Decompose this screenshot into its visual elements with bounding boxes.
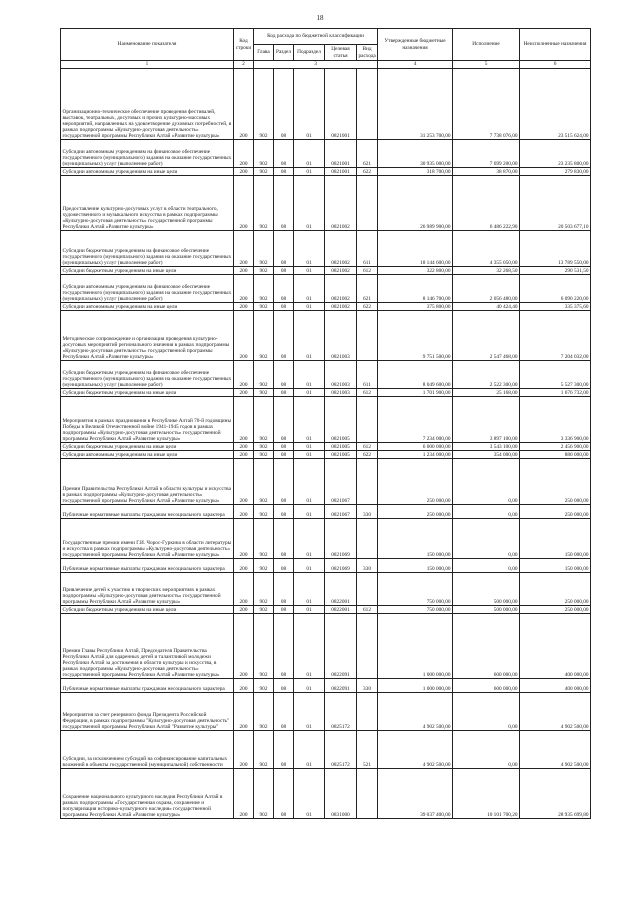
- row-razdel: 08: [274, 140, 294, 168]
- row-glava: 902: [254, 168, 274, 176]
- row-glava: 902: [254, 140, 274, 168]
- row-unexecuted: 400 000,00: [520, 614, 591, 679]
- row-executed: 3 543 100,00: [453, 443, 520, 451]
- row-csr: 0822001: [325, 606, 357, 614]
- row-glava: 902: [254, 693, 274, 731]
- row-line-code: 200: [234, 769, 254, 819]
- row-approved: 39 037 400,00: [378, 769, 453, 819]
- row-executed: 600 000,00: [453, 614, 520, 679]
- row-line-code: 200: [234, 176, 254, 231]
- row-vr: [357, 311, 378, 361]
- row-podrazdel: 01: [294, 140, 325, 168]
- row-vr: 622: [357, 168, 378, 176]
- table-row: [61, 389, 591, 397]
- row-name: Субсидии автономным учреждениям на иные цели: [61, 451, 234, 459]
- row-line-code: 200: [234, 389, 254, 397]
- row-executed: 0,00: [453, 519, 520, 559]
- row-podrazdel: 01: [294, 168, 325, 176]
- row-razdel: 08: [274, 679, 294, 693]
- row-executed: 10 101 700,20: [453, 769, 520, 819]
- row-unexecuted: 28 935 699,80: [520, 769, 591, 819]
- row-podrazdel: 01: [294, 311, 325, 361]
- row-line-code: 200: [234, 361, 254, 389]
- row-csr: 0821001: [325, 140, 357, 168]
- row-line-code: 200: [234, 311, 254, 361]
- row-approved: 1 701 900,00: [378, 389, 453, 397]
- row-razdel: 08: [274, 361, 294, 389]
- row-unexecuted: 150 000,00: [520, 559, 591, 573]
- row-razdel: 08: [274, 451, 294, 459]
- table-row: [61, 679, 591, 693]
- row-name: Субсидии бюджетным учреждениям на иные цели: [61, 606, 234, 614]
- row-name: Субсидии автономным учреждениям на финансовое обеспечение государственного (муниципального) задания на оказание государственных (муниципальных) услуг (выполнение работ): [61, 140, 234, 168]
- row-glava: 902: [254, 573, 274, 606]
- row-line-code: 200: [234, 267, 254, 275]
- row-approved: 1 000 000,00: [378, 614, 453, 679]
- table-row: [61, 573, 591, 606]
- row-name: Премии Главы Республики Алтай, Председателя Правительства Республики Алтай для одаренных детей и талантливой молодежи Республики Алтай за достижения в области культуры и искусства, в рамках подпрограммы «Культурно-досуговая деятельность» государственной программы Республики Алтай «Развитие культуры»: [61, 614, 234, 679]
- row-csr: 0821003: [325, 389, 357, 397]
- row-podrazdel: 01: [294, 389, 325, 397]
- row-name: Организационно-техническое обеспечение проведения фестивалей, выставок, театральных, досуговых и прочих культурно-массовых мероприятий, направленных на удовлетворение духовных потребностей, в рамках подпрограммы «Культурно-досуговая деятельность» государственной программы Республики Алтай «Развитие культуры»: [61, 69, 234, 140]
- row-podrazdel: 01: [294, 519, 325, 559]
- row-glava: 902: [254, 311, 274, 361]
- row-unexecuted: 2 456 900,00: [520, 443, 591, 451]
- row-podrazdel: 01: [294, 451, 325, 459]
- header-executed: Исполнение: [453, 29, 520, 61]
- row-vr: [357, 519, 378, 559]
- header-glava: Глава: [254, 45, 274, 61]
- row-executed: 0,00: [453, 731, 520, 769]
- row-approved: 8 049 600,00: [378, 361, 453, 389]
- row-unexecuted: 23 235 800,00: [520, 140, 591, 168]
- row-approved: 150 000,00: [378, 559, 453, 573]
- row-approved: 750 000,00: [378, 606, 453, 614]
- row-executed: 6 486 222,90: [453, 176, 520, 231]
- row-name: Субсидии автономным учреждениям на финансовое обеспечение государственного (муниципального) задания на оказание государственных (муниципальных) услуг (выполнение работ): [61, 275, 234, 303]
- row-podrazdel: 01: [294, 459, 325, 505]
- header-razdel: Раздел: [274, 45, 294, 61]
- row-razdel: 08: [274, 267, 294, 275]
- row-csr: 0825172: [325, 693, 357, 731]
- row-razdel: 08: [274, 176, 294, 231]
- row-executed: 2 522 300,00: [453, 361, 520, 389]
- row-razdel: 08: [274, 231, 294, 267]
- row-vr: 612: [357, 443, 378, 451]
- row-podrazdel: 01: [294, 176, 325, 231]
- row-name: Мероприятия в рамках празднования в Республике Алтай 70-й годовщины Победы в Великой Отечественной войне 1941-1945 годов в рамках подпрограммы «Культурно-досуговая деятельность» государственной программы Республики Алтай «Развитие культуры»: [61, 397, 234, 443]
- row-approved: 31 253 700,00: [378, 69, 453, 140]
- row-razdel: 08: [274, 443, 294, 451]
- row-line-code: 200: [234, 693, 254, 731]
- row-name: Предоставление культурно-досуговых услуг в области театрального, художественного и музыкального искусства в рамках подпрограммы «Культурно-досуговая деятельность» государственной программы Республики Алтай «Развитие культуры»: [61, 176, 234, 231]
- row-glava: 902: [254, 679, 274, 693]
- row-vr: 612: [357, 606, 378, 614]
- row-unexecuted: 23 515 624,00: [520, 69, 591, 140]
- table-row: [61, 519, 591, 559]
- row-glava: 902: [254, 69, 274, 140]
- row-executed: 500 000,00: [453, 606, 520, 614]
- row-csr: 0821005: [325, 451, 357, 459]
- row-vr: 612: [357, 389, 378, 397]
- table-row: [61, 231, 591, 267]
- row-podrazdel: 01: [294, 559, 325, 573]
- row-vr: [357, 693, 378, 731]
- row-csr: 0821002: [325, 303, 357, 311]
- row-executed: 25 168,00: [453, 389, 520, 397]
- index-cell: 4: [378, 61, 453, 69]
- row-razdel: 08: [274, 606, 294, 614]
- row-razdel: 08: [274, 275, 294, 303]
- row-glava: 902: [254, 769, 274, 819]
- table-row: [61, 303, 591, 311]
- table-row: [61, 361, 591, 389]
- row-executed: 500 000,00: [453, 573, 520, 606]
- row-podrazdel: 01: [294, 443, 325, 451]
- index-cell: 5: [453, 61, 520, 69]
- table-row: [61, 769, 591, 819]
- row-approved: 26 989 900,00: [378, 176, 453, 231]
- row-vr: [357, 176, 378, 231]
- header-unexecuted: Неисполненные назначения: [520, 29, 591, 61]
- row-razdel: 08: [274, 311, 294, 361]
- row-csr: 0821067: [325, 505, 357, 519]
- row-vr: [357, 769, 378, 819]
- header-vr: Вид расхода: [358, 46, 376, 59]
- row-vr: 612: [357, 267, 378, 275]
- row-glava: 902: [254, 519, 274, 559]
- row-executed: 7 738 076,00: [453, 69, 520, 140]
- row-line-code: 200: [234, 275, 254, 303]
- row-unexecuted: 880 000,00: [520, 451, 591, 459]
- row-name: Премии Правительства Республики Алтай в области культуры и искусства в рамках подпрограммы «Культурно-досуговая деятельность» государственной программы Республики Алтай «Развитие культуры»: [61, 459, 234, 505]
- row-podrazdel: 01: [294, 505, 325, 519]
- row-glava: 902: [254, 731, 274, 769]
- row-razdel: 08: [274, 573, 294, 606]
- table-row: [61, 168, 591, 176]
- table-row: [61, 559, 591, 573]
- row-vr: 622: [357, 303, 378, 311]
- row-podrazdel: 01: [294, 361, 325, 389]
- row-line-code: 200: [234, 573, 254, 606]
- row-vr: 330: [357, 559, 378, 573]
- row-line-code: 200: [234, 505, 254, 519]
- row-approved: 4 902 500,00: [378, 731, 453, 769]
- row-line-code: 200: [234, 606, 254, 614]
- row-approved: 150 000,00: [378, 519, 453, 559]
- index-cell: 1: [61, 61, 234, 69]
- row-csr: 0821002: [325, 275, 357, 303]
- table-row: [61, 140, 591, 168]
- row-unexecuted: 4 902 500,00: [520, 731, 591, 769]
- table-row: [61, 275, 591, 303]
- row-podrazdel: 01: [294, 606, 325, 614]
- row-line-code: 200: [234, 168, 254, 176]
- row-razdel: 08: [274, 693, 294, 731]
- row-podrazdel: 01: [294, 69, 325, 140]
- index-cell: 2: [234, 61, 254, 69]
- row-vr: [357, 573, 378, 606]
- row-executed: 32 268,50: [453, 267, 520, 275]
- row-name: Субсидии бюджетным учреждениям на иные цели: [61, 389, 234, 397]
- row-vr: [357, 614, 378, 679]
- table-row: [61, 459, 591, 505]
- row-unexecuted: 279 830,00: [520, 168, 591, 176]
- row-csr: 0822091: [325, 679, 357, 693]
- row-csr: 0821002: [325, 267, 357, 275]
- row-unexecuted: 13 789 550,00: [520, 231, 591, 267]
- table-row: [61, 451, 591, 459]
- row-approved: 250 000,00: [378, 505, 453, 519]
- row-unexecuted: 250 000,00: [520, 573, 591, 606]
- row-vr: 621: [357, 275, 378, 303]
- row-razdel: 08: [274, 731, 294, 769]
- row-unexecuted: 3 336 900,00: [520, 397, 591, 443]
- row-csr: 0821001: [325, 168, 357, 176]
- table-row: [61, 693, 591, 731]
- row-executed: 38 870,00: [453, 168, 520, 176]
- row-vr: 622: [357, 451, 378, 459]
- row-executed: 4 355 050,00: [453, 231, 520, 267]
- row-csr: 0821002: [325, 231, 357, 267]
- budget-execution-table: [60, 28, 591, 819]
- row-approved: 18 144 600,00: [378, 231, 453, 267]
- row-unexecuted: 4 902 500,00: [520, 693, 591, 731]
- row-approved: 318 700,00: [378, 168, 453, 176]
- row-line-code: 200: [234, 303, 254, 311]
- row-line-code: 200: [234, 614, 254, 679]
- row-csr: 0822091: [325, 614, 357, 679]
- row-name: Методическое сопровождение и организация проведения культурно-досуговых мероприятий регионального значения в рамках подпрограммы «Культурно-досуговая деятельность» государственной программы Республики Алтай «Развитие культуры»: [61, 311, 234, 361]
- row-name: Субсидии бюджетным учреждениям на иные цели: [61, 443, 234, 451]
- row-approved: 30 935 000,00: [378, 140, 453, 168]
- row-approved: 4 902 500,00: [378, 693, 453, 731]
- row-vr: 330: [357, 505, 378, 519]
- row-vr: 621: [357, 140, 378, 168]
- row-name: Публичные нормативные выплаты гражданам несоциального характера: [61, 559, 234, 573]
- table-row: [61, 311, 591, 361]
- header-approved: Утвержденные бюджетные назначения: [378, 29, 453, 61]
- row-approved: 1 000 000,00: [378, 679, 453, 693]
- row-name: Субсидии бюджетным учреждениям на иные цели: [61, 267, 234, 275]
- header-name: Наименование показателя: [61, 29, 234, 61]
- row-approved: 1 234 000,00: [378, 451, 453, 459]
- row-unexecuted: 290 531,50: [520, 267, 591, 275]
- row-unexecuted: 7 204 032,00: [520, 311, 591, 361]
- table-row: [61, 614, 591, 679]
- row-razdel: 08: [274, 769, 294, 819]
- row-podrazdel: 01: [294, 303, 325, 311]
- table-row: [61, 731, 591, 769]
- row-podrazdel: 01: [294, 397, 325, 443]
- row-podrazdel: 01: [294, 693, 325, 731]
- row-approved: 250 000,00: [378, 459, 453, 505]
- row-name: Субсидии бюджетным учреждениям на финансовое обеспечение государственного (муниципального) задания на оказание государственных (муниципальных) услуг (выполнение работ): [61, 361, 234, 389]
- row-csr: 0821005: [325, 397, 357, 443]
- row-podrazdel: 01: [294, 769, 325, 819]
- row-csr: 0821005: [325, 443, 357, 451]
- page-number: 18: [316, 14, 324, 22]
- row-line-code: 200: [234, 451, 254, 459]
- row-vr: [357, 397, 378, 443]
- row-unexecuted: 250 000,00: [520, 606, 591, 614]
- row-glava: 902: [254, 275, 274, 303]
- row-podrazdel: 01: [294, 573, 325, 606]
- row-approved: 9 751 500,00: [378, 311, 453, 361]
- row-csr: 0822001: [325, 573, 357, 606]
- row-name: Субсидии автономным учреждениям на иные цели: [61, 168, 234, 176]
- table-row: [61, 505, 591, 519]
- row-executed: 0,00: [453, 693, 520, 731]
- row-vr: [357, 69, 378, 140]
- row-executed: 3 897 100,00: [453, 397, 520, 443]
- row-line-code: 200: [234, 231, 254, 267]
- row-csr: 0821069: [325, 519, 357, 559]
- row-approved: 7 234 000,00: [378, 397, 453, 443]
- row-approved: 375 800,00: [378, 303, 453, 311]
- row-name: Субсидии бюджетным учреждениям на финансовое обеспечение государственного (муниципального) задания на оказание государственных (муниципальных) услуг (выполнение работ): [61, 231, 234, 267]
- row-razdel: 08: [274, 459, 294, 505]
- row-razdel: 08: [274, 505, 294, 519]
- row-glava: 902: [254, 614, 274, 679]
- row-unexecuted: 6 090 220,00: [520, 275, 591, 303]
- row-line-code: 200: [234, 140, 254, 168]
- row-podrazdel: 01: [294, 267, 325, 275]
- row-name: Публичные нормативные выплаты гражданам несоциального характера: [61, 679, 234, 693]
- table-row: [61, 69, 591, 140]
- row-name: Сохранение национального культурного наследия Республики Алтай в рамках подпрограммы «Государственная охрана, сохранение и популяризация историко-культурного наследия» государственной программы Республики Алтай «Развитие культуры»: [61, 769, 234, 819]
- header-podrazdel: Подраздел: [294, 45, 325, 61]
- row-executed: 0,00: [453, 559, 520, 573]
- row-line-code: 200: [234, 443, 254, 451]
- row-executed: 354 000,00: [453, 451, 520, 459]
- row-glava: 902: [254, 505, 274, 519]
- row-approved: 750 000,00: [378, 573, 453, 606]
- row-razdel: 08: [274, 303, 294, 311]
- row-glava: 902: [254, 559, 274, 573]
- table-row: [61, 267, 591, 275]
- table-row: [61, 176, 591, 231]
- row-vr: 521: [357, 731, 378, 769]
- table-row: [61, 397, 591, 443]
- row-approved: 322 800,00: [378, 267, 453, 275]
- row-glava: 902: [254, 176, 274, 231]
- row-csr: 0821067: [325, 459, 357, 505]
- row-approved: 6 000 000,00: [378, 443, 453, 451]
- row-csr: 0821001: [325, 69, 357, 140]
- row-csr: 0825172: [325, 731, 357, 769]
- row-name: Публичные нормативные выплаты гражданам несоциального характера: [61, 505, 234, 519]
- table-row: [61, 443, 591, 451]
- header-line-code: Код строки: [234, 29, 254, 61]
- row-executed: 600 000,00: [453, 679, 520, 693]
- row-csr: 0821002: [325, 176, 357, 231]
- row-executed: 2 547 468,00: [453, 311, 520, 361]
- row-executed: 40 424,40: [453, 303, 520, 311]
- header-classification: Код расхода по бюджетной классификации: [254, 29, 378, 45]
- row-line-code: 200: [234, 69, 254, 140]
- row-csr: 0831000: [325, 769, 357, 819]
- row-glava: 902: [254, 389, 274, 397]
- row-line-code: 200: [234, 731, 254, 769]
- row-glava: 902: [254, 267, 274, 275]
- table-row: [61, 606, 591, 614]
- row-vr: 330: [357, 679, 378, 693]
- row-glava: 902: [254, 606, 274, 614]
- row-podrazdel: 01: [294, 231, 325, 267]
- row-line-code: 200: [234, 397, 254, 443]
- row-executed: 2 056 480,00: [453, 275, 520, 303]
- row-csr: 0821069: [325, 559, 357, 573]
- row-unexecuted: 400 000,00: [520, 679, 591, 693]
- row-name: Государственные премии имени Г.И. Чорос-Гуркина в области литературы и искусства в рамках подпрограммы «Культурно-досуговая деятельность» государственной программы Республики Алтай «Развитие культуры»: [61, 519, 234, 559]
- row-executed: 0,00: [453, 459, 520, 505]
- row-razdel: 08: [274, 614, 294, 679]
- row-line-code: 200: [234, 679, 254, 693]
- row-razdel: 08: [274, 168, 294, 176]
- row-approved: 8 146 700,00: [378, 275, 453, 303]
- row-unexecuted: 5 527 300,00: [520, 361, 591, 389]
- row-razdel: 08: [274, 559, 294, 573]
- row-razdel: 08: [274, 397, 294, 443]
- row-glava: 902: [254, 361, 274, 389]
- row-vr: 611: [357, 231, 378, 267]
- row-unexecuted: 1 676 732,00: [520, 389, 591, 397]
- row-razdel: 08: [274, 69, 294, 140]
- row-podrazdel: 01: [294, 731, 325, 769]
- row-unexecuted: 250 000,00: [520, 505, 591, 519]
- row-vr: 611: [357, 361, 378, 389]
- row-executed: 0,00: [453, 505, 520, 519]
- row-name: Мероприятия за счет резервного фонда Президента Российской Федерации, в рамках подпрограммы "Культурно-досуговая деятельность" государственной программы Республики Алтай "Развитие культуры": [61, 693, 234, 731]
- index-cell: 3: [254, 61, 378, 69]
- header-csr: Целевая статья: [325, 45, 357, 61]
- row-unexecuted: 20 503 677,10: [520, 176, 591, 231]
- index-cell: 6: [520, 61, 591, 69]
- row-csr: 0821003: [325, 361, 357, 389]
- row-podrazdel: 01: [294, 614, 325, 679]
- row-line-code: 200: [234, 559, 254, 573]
- row-name: Субсидии автономным учреждениям на иные цели: [61, 303, 234, 311]
- row-glava: 902: [254, 397, 274, 443]
- row-csr: 0821003: [325, 311, 357, 361]
- row-unexecuted: 250 000,00: [520, 459, 591, 505]
- row-podrazdel: 01: [294, 275, 325, 303]
- row-executed: 7 699 200,00: [453, 140, 520, 168]
- row-vr: [357, 459, 378, 505]
- row-podrazdel: 01: [294, 679, 325, 693]
- row-line-code: 200: [234, 459, 254, 505]
- row-name: Привлечение детей к участию в творческих мероприятиях в рамках подпрограммы «Культурно-досуговая деятельность» государственной программы Республики Алтай «Развитие культуры»: [61, 573, 234, 606]
- row-razdel: 08: [274, 389, 294, 397]
- row-glava: 902: [254, 231, 274, 267]
- row-unexecuted: 150 000,00: [520, 519, 591, 559]
- row-glava: 902: [254, 459, 274, 505]
- row-glava: 902: [254, 451, 274, 459]
- row-line-code: 200: [234, 519, 254, 559]
- row-glava: 902: [254, 303, 274, 311]
- row-razdel: 08: [274, 519, 294, 559]
- row-name: Субсидии, за исключением субсидий на софинансирование капитальных вложений в объекты государственной (муниципальной) собственности: [61, 731, 234, 769]
- row-unexecuted: 335 375,60: [520, 303, 591, 311]
- row-glava: 902: [254, 443, 274, 451]
